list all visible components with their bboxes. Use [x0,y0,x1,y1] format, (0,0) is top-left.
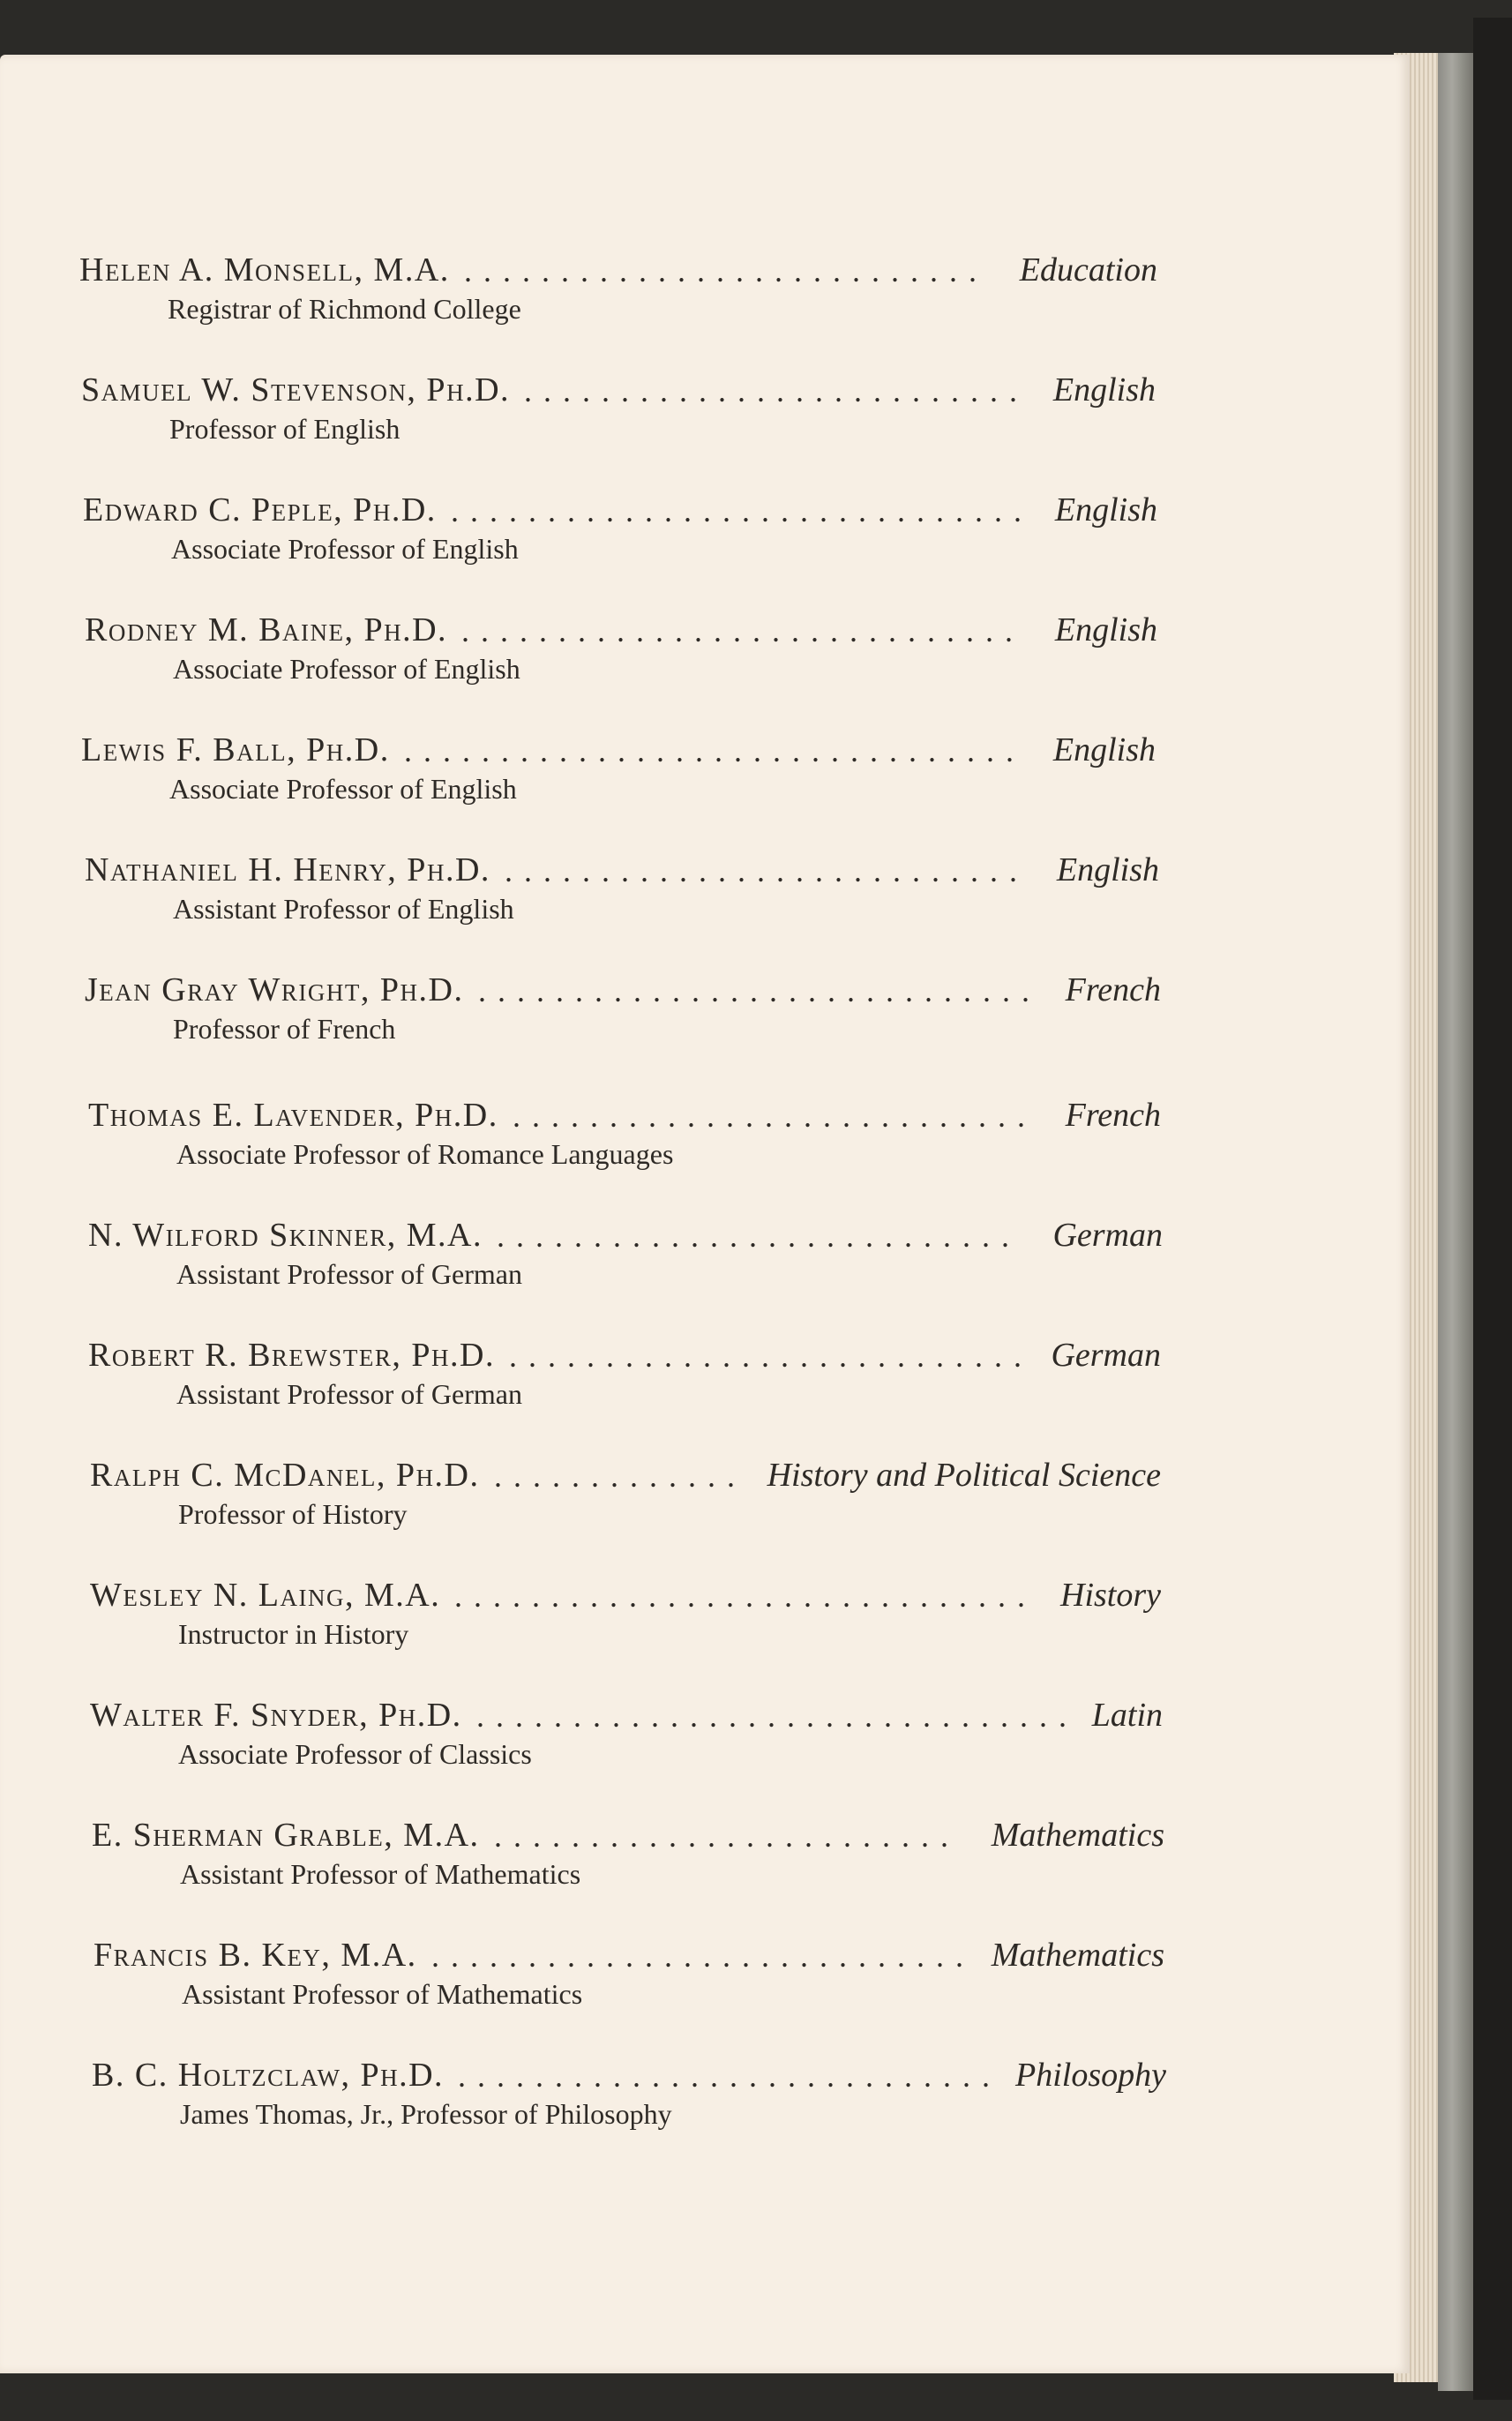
faculty-entry [0,1816,1410,1922]
department-subject: Latin [1091,1697,1163,1734]
dot-leader: ........................ [494,1818,960,1854]
faculty-title: Instructor in History [178,1618,409,1650]
department-subject: English [1052,731,1156,768]
faculty-title: Associate Professor of Classics [178,1738,532,1770]
book-cover-board [1438,53,1473,2391]
faculty-entry [0,851,1410,956]
book-cover-edge [1473,18,1512,2400]
department-subject: English [1056,851,1159,888]
faculty-entry [0,731,1410,836]
faculty-name: Rodney M. Baine, Ph.D. [85,611,448,648]
dot-leader: ........................... [505,853,1029,888]
department-subject: Mathematics [991,1937,1164,1974]
faculty-title: Assistant Professor of German [176,1258,522,1290]
faculty-title: Professor of History [178,1498,408,1530]
faculty-name: Nathaniel H. Henry, Ph.D. [85,851,490,888]
dot-leader: ............................... [476,1698,1078,1734]
dot-leader: .............................. [454,1578,1037,1614]
faculty-title: Professor of French [173,1013,396,1045]
department-subject: German [1052,1217,1163,1254]
department-subject: History [1060,1577,1161,1614]
faculty-entry [0,971,1410,1076]
faculty-entry [0,611,1410,716]
faculty-entry [0,1096,1410,1202]
dot-leader: ................................ [404,733,1025,768]
dot-leader: ........................... [513,1098,1037,1134]
faculty-title: Assistant Professor of Mathematics [180,1858,581,1890]
dot-leader: ........................... [509,1338,1033,1374]
department-subject: French [1065,1097,1161,1134]
faculty-title: Associate Professor of Romance Languages [176,1138,674,1170]
faculty-entry [0,1216,1410,1322]
dot-leader: ........................... [497,1218,1021,1254]
page-sheet [0,55,1410,2373]
dot-leader: ............. [494,1458,746,1494]
faculty-name: Jean Gray Wright, Ph.D. [85,971,464,1008]
dot-leader: ............................ [431,1938,975,1974]
dot-leader: ............................ [458,2058,1001,2094]
faculty-name: Wesley N. Laing, M.A. [90,1577,441,1614]
faculty-title: Assistant Professor of German [176,1378,522,1410]
faculty-entry [0,251,1410,356]
department-subject: Education [1019,251,1157,289]
faculty-entry [0,371,1410,476]
faculty-name: Samuel W. Stevenson, Ph.D. [81,371,511,408]
faculty-entry [0,2056,1410,2162]
dot-leader: ........................... [464,253,988,289]
faculty-title: Professor of English [169,413,400,445]
department-subject: English [1054,611,1157,648]
faculty-name: Lewis F. Ball, Ph.D. [81,731,390,768]
faculty-name: Ralph C. McDanel, Ph.D. [90,1457,480,1494]
faculty-title: Registrar of Richmond College [168,293,521,325]
faculty-entry [0,1576,1410,1682]
faculty-entry [0,1696,1410,1802]
faculty-title: Assistant Professor of English [173,893,514,925]
faculty-name: Edward C. Peple, Ph.D. [83,491,437,528]
faculty-title: Associate Professor of English [169,773,517,805]
department-subject: History and Political Science [767,1457,1161,1494]
department-subject: Mathematics [991,1817,1164,1854]
faculty-title: Associate Professor of English [171,533,519,565]
faculty-entry [0,491,1410,596]
department-subject: English [1054,491,1157,528]
faculty-entry [0,1336,1410,1442]
faculty-name: E. Sherman Grable, M.A. [92,1817,480,1854]
faculty-title: Associate Professor of English [173,653,520,685]
department-subject: English [1052,371,1156,408]
dot-leader: .......................... [524,373,1029,408]
faculty-name: Walter F. Snyder, Ph.D. [90,1697,462,1734]
dot-leader: ............................. [461,613,1024,648]
faculty-title: Assistant Professor of Mathematics [182,1978,583,2010]
faculty-name: Francis B. Key, M.A. [94,1937,417,1974]
dot-leader: .............................. [451,493,1033,528]
faculty-entry [0,1456,1410,1562]
faculty-entry [0,1936,1410,2042]
faculty-name: B. C. Holtzclaw, Ph.D. [92,2057,445,2094]
faculty-name: Thomas E. Lavender, Ph.D. [88,1097,498,1134]
department-subject: German [1051,1337,1161,1374]
dot-leader: ............................. [478,973,1041,1008]
faculty-name: Robert R. Brewster, Ph.D. [88,1337,495,1374]
faculty-title: James Thomas, Jr., Professor of Philosophy [180,2098,672,2130]
department-subject: French [1065,971,1161,1008]
department-subject: Philosophy [1015,2057,1166,2094]
faculty-name: Helen A. Monsell, M.A. [79,251,450,289]
faculty-name: N. Wilford Skinner, M.A. [88,1217,483,1254]
